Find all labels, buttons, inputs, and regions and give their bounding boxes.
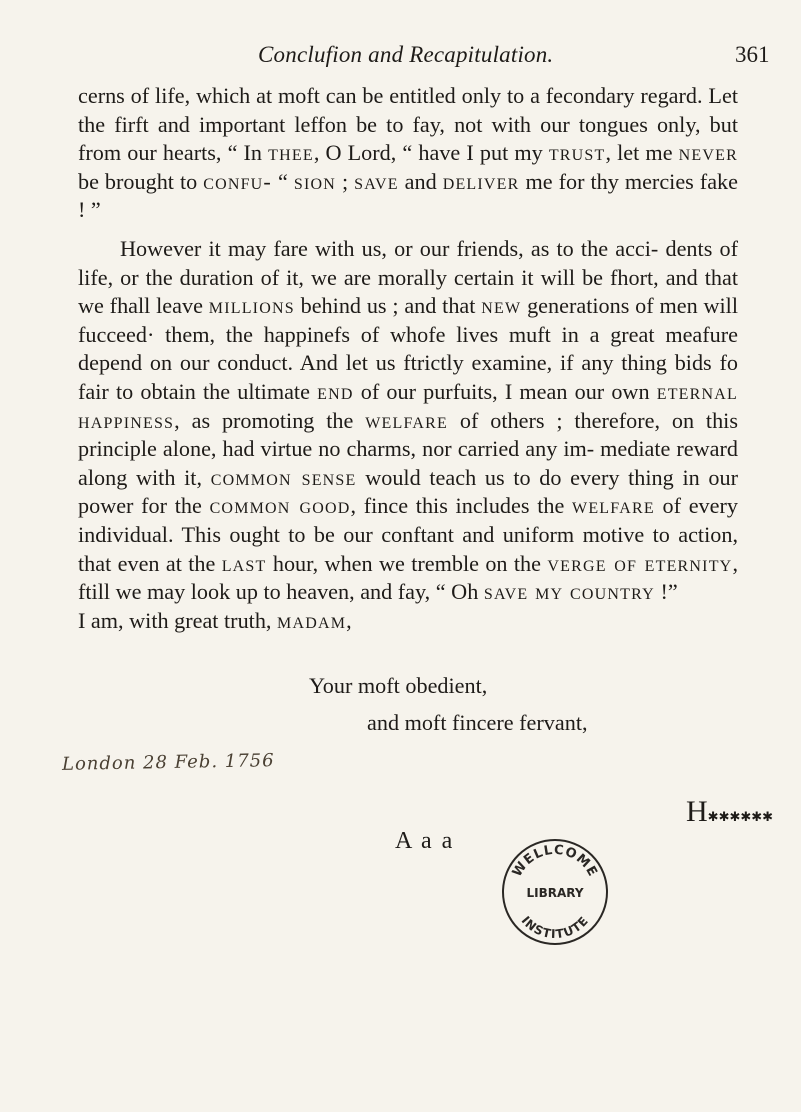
page-number: 361 <box>735 42 770 67</box>
stamp-bottom-text: INSTITUTE <box>518 913 592 942</box>
paragraph-2: However it may fare with us, or our friends, as to the acci- dents of life, or the duration of it, we are morally certain it will be fhort, and that we fhall leave millions behind us ; and that new generations of men will fucceed· them, the happinefs of whofe lives muft in a great meafure depend on our conduct. And let us ftrictly examine, if any thing bids fo fair to obtain the ultimate end of our purfuits, I mean our own eternal happiness, as promoting the welfare of others ; therefore, on this principle alone, had virtue no charms, nor carried any im- mediate reward along with it, common sense would teach us to do every thing in our power for the common good, fince this includes the welfare of every individual. This ought to be our conftant and uniform motive to action, that even at the last hour, when we tremble on the verge of eternity, ftill we may look up to heaven, and fay, “ Oh save my country !” <box>78 235 738 605</box>
author-signature <box>686 795 773 829</box>
signature-stars: ✱✱✱✱✱✱ <box>707 809 774 824</box>
body-text <box>78 82 738 635</box>
stamp-middle-text: LIBRARY <box>526 886 584 900</box>
paragraph-3: I am, with great truth, madam, <box>78 607 352 633</box>
closing-line-2: and moft fincere fervant, <box>367 710 588 735</box>
signature-letter: H <box>686 795 708 828</box>
handwritten-annotation: London 28 Feb. 1756 <box>61 750 275 775</box>
stamp-top-text: WELLCOME <box>509 842 601 880</box>
closing-line-1: Your moft obedient, <box>309 673 488 698</box>
sheet-signature: A a a <box>395 828 455 854</box>
library-stamp-icon <box>495 830 615 950</box>
paragraph-1: cerns of life, which at moft can be entitled only to a fecondary regard. Let the firft and important leffon be to fay, not with our tongues only, but from our hearts, “ In thee, O Lord, “ have I put my trust, let me never be brought to confu- “ sion ; save and deliver me for thy mercies fake ! ” <box>78 83 738 223</box>
svg-text:WELLCOME <box>510 843 600 880</box>
running-head: Conclufion and Recapitulation. <box>258 42 554 67</box>
